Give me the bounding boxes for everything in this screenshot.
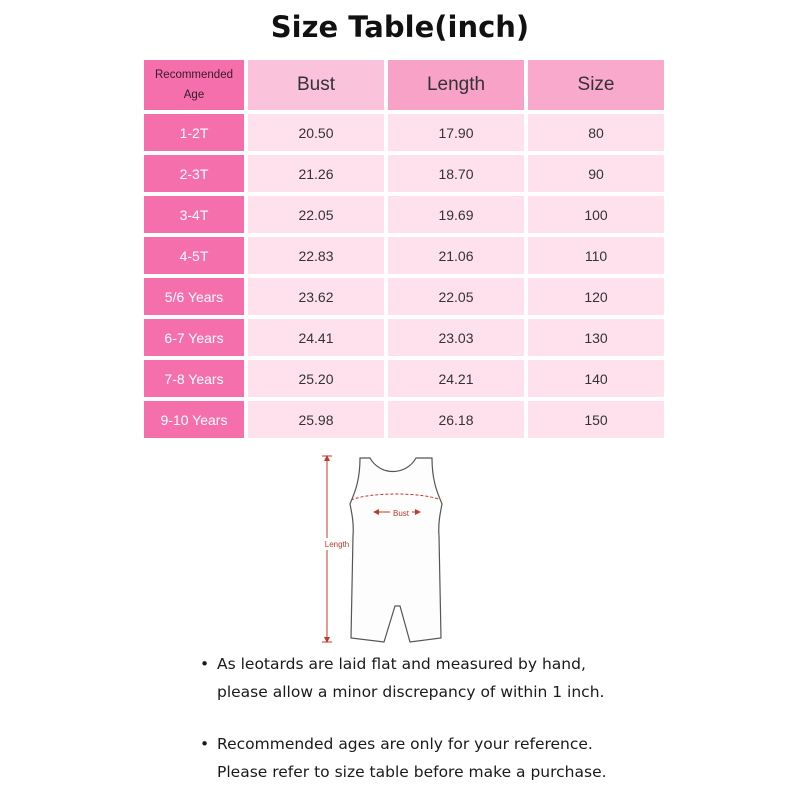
header-length: Length	[388, 60, 524, 110]
header-age: Recommended Age	[144, 60, 244, 110]
row-bust: 21.26	[248, 155, 384, 192]
row-bust: 25.20	[248, 360, 384, 397]
row-length: 24.21	[388, 360, 524, 397]
row-bust: 24.41	[248, 319, 384, 356]
row-age: 3-4T	[144, 196, 244, 233]
row-size: 130	[528, 319, 664, 356]
row-length: 17.90	[388, 114, 524, 151]
row-bust: 20.50	[248, 114, 384, 151]
row-age: 2-3T	[144, 155, 244, 192]
row-size: 140	[528, 360, 664, 397]
row-size: 100	[528, 196, 664, 233]
row-bust: 22.83	[248, 237, 384, 274]
bust-label: Bust	[392, 509, 410, 518]
row-size: 80	[528, 114, 664, 151]
row-length: 26.18	[388, 401, 524, 438]
row-age: 5/6 Years	[144, 278, 244, 315]
page-title: Size Table(inch)	[270, 10, 530, 44]
row-age: 9-10 Years	[144, 401, 244, 438]
row-length: 18.70	[388, 155, 524, 192]
row-age: 1-2T	[144, 114, 244, 151]
row-length: 22.05	[388, 278, 524, 315]
row-bust: 22.05	[248, 196, 384, 233]
bullet-icon: •	[200, 655, 210, 673]
row-bust: 23.62	[248, 278, 384, 315]
bullet-icon: •	[200, 735, 210, 753]
length-label: Length	[324, 540, 350, 549]
row-size: 110	[528, 237, 664, 274]
row-age: 6-7 Years	[144, 319, 244, 356]
note-item	[200, 650, 640, 706]
header-size: Size	[528, 60, 664, 110]
size-table	[144, 60, 656, 438]
header-bust: Bust	[248, 60, 384, 110]
leotard-diagram	[320, 452, 460, 648]
note-text: As leotards are laid flat and measured by hand, please allow a minor discrepancy of within 1 inch.	[217, 655, 605, 701]
notes-list	[200, 650, 640, 810]
row-bust: 25.98	[248, 401, 384, 438]
row-length: 21.06	[388, 237, 524, 274]
row-age: 4-5T	[144, 237, 244, 274]
note-text: Recommended ages are only for your reference. Please refer to size table before make a purchase.	[217, 735, 607, 781]
row-size: 90	[528, 155, 664, 192]
row-age: 7-8 Years	[144, 360, 244, 397]
row-length: 19.69	[388, 196, 524, 233]
row-length: 23.03	[388, 319, 524, 356]
row-size: 150	[528, 401, 664, 438]
leotard-outline-icon	[350, 458, 442, 642]
row-size: 120	[528, 278, 664, 315]
note-item	[200, 730, 640, 786]
